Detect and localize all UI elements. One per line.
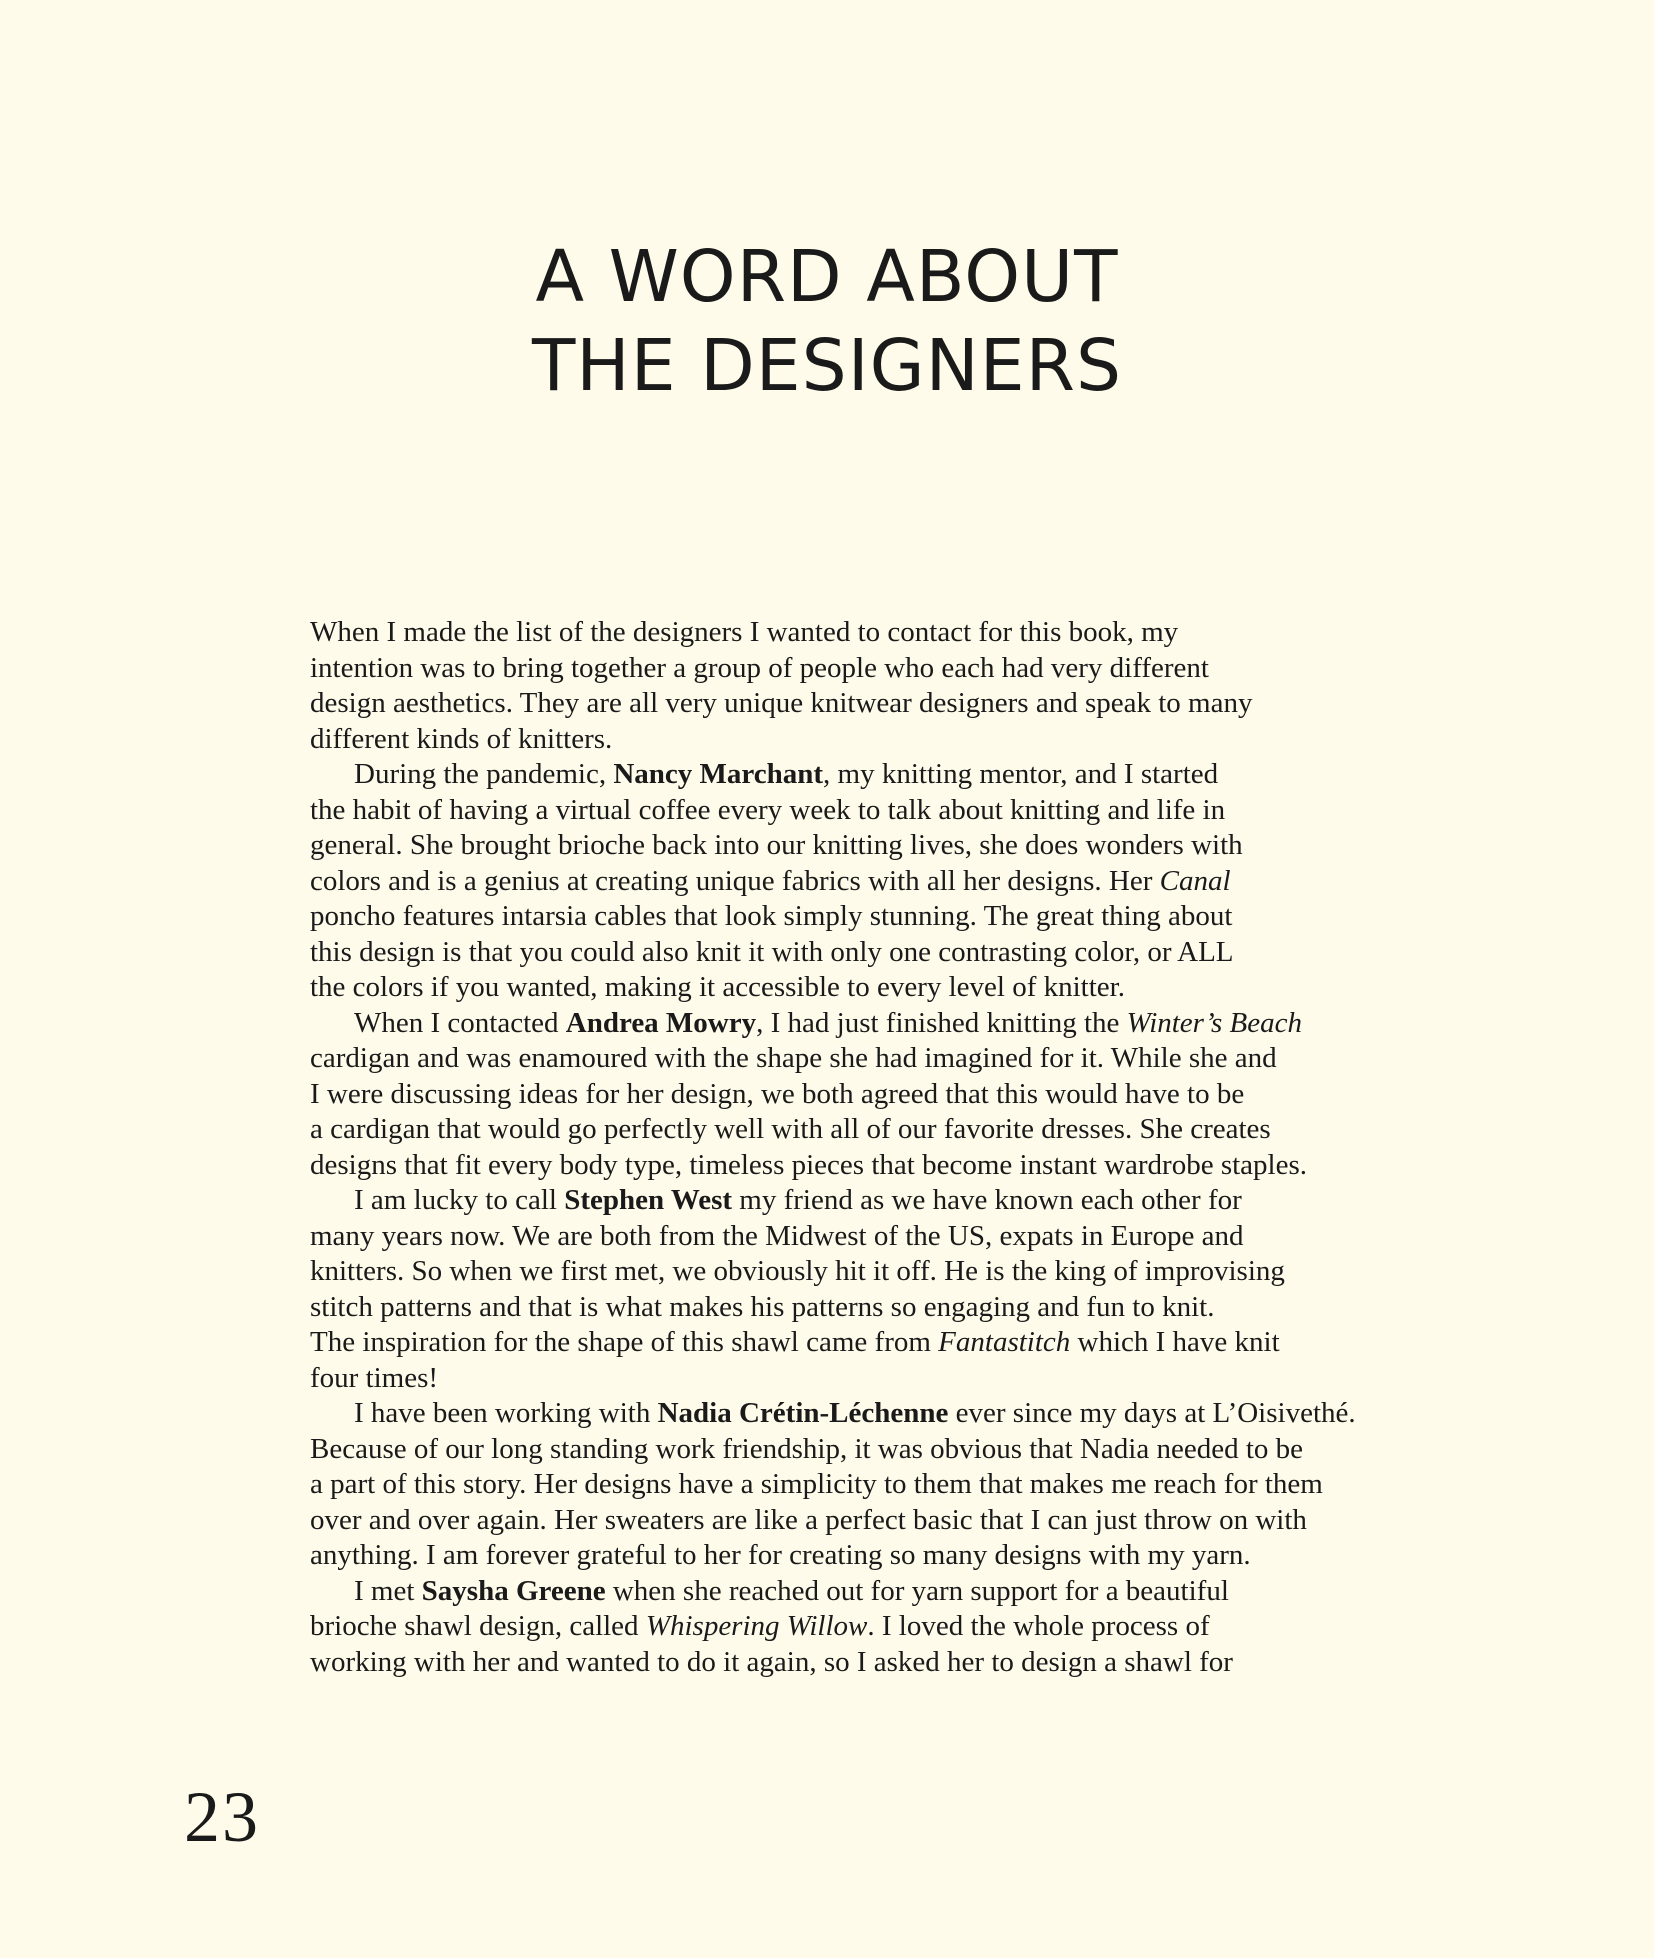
- text-line: designs that fit every body type, timeless pieces that become instant wardrobe staples.: [310, 1148, 1308, 1181]
- text-line: [310, 1325, 1400, 1361]
- text-line: this design is that you could also knit it with only one contrasting color, or ALL: [310, 935, 1234, 968]
- text-run: I met: [354, 1574, 422, 1607]
- text-line: intention was to bring together a group of people who each had very different: [310, 651, 1209, 684]
- text-line: [310, 1396, 1400, 1432]
- designer-name: Nadia Crétin-Léchenne: [657, 1397, 949, 1429]
- text-line: four times!: [310, 1361, 439, 1394]
- text-line: different kinds of knitters.: [310, 722, 613, 755]
- text-run: when she reached out for yarn support for a beautiful: [605, 1574, 1229, 1607]
- text-run: my friend as we have known each other for: [732, 1184, 1242, 1216]
- design-title: Winter’s Beach: [1126, 1006, 1302, 1039]
- text-line: anything. I am forever grateful to her for creating so many designs with my yarn.: [310, 1539, 1251, 1571]
- text-run: , my knitting mentor, and I started: [823, 758, 1219, 790]
- paragraph-nadia-cretin-lechenne: [310, 1396, 1400, 1574]
- paragraph-stephen-west: [310, 1183, 1400, 1396]
- text-run: brioche shawl design, called: [310, 1610, 646, 1642]
- designer-name: Saysha Greene: [421, 1574, 606, 1607]
- text-line: [310, 1609, 1400, 1645]
- text-run: When I contacted: [354, 1006, 566, 1039]
- title-line-2: THE DESIGNERS: [531, 324, 1123, 407]
- text-line: a cardigan that would go perfectly well with all of our favorite dresses. She creates: [310, 1113, 1271, 1145]
- text-line: general. She brought brioche back into our knitting lives, she does wonders with: [310, 829, 1243, 861]
- text-line: over and over again. Her sweaters are like a perfect basic that I can just throw on with: [310, 1503, 1307, 1536]
- text-line: [310, 864, 1400, 900]
- designer-name: Nancy Marchant: [613, 758, 824, 790]
- text-line: cardigan and was enamoured with the shape she had imagined for it. While she and: [310, 1042, 1277, 1074]
- text-line: knitters. So when we first met, we obviously hit it off. He is the king of improvising: [310, 1255, 1285, 1287]
- text-run: . I loved the whole process of: [867, 1610, 1210, 1642]
- paragraph-saysha-greene: [310, 1574, 1400, 1681]
- title-line-1: A WORD ABOUT: [535, 235, 1119, 318]
- paragraph-intro: [310, 615, 1400, 757]
- text-line: Because of our long standing work friendship, it was obvious that Nadia needed to be: [310, 1432, 1304, 1465]
- text-line: the colors if you wanted, making it accessible to every level of knitter.: [310, 971, 1125, 1003]
- text-run: I have been working with: [354, 1397, 658, 1429]
- text-run: colors and is a genius at creating unique fabrics with all her designs. Her: [310, 864, 1160, 897]
- designer-name: Stephen West: [564, 1184, 733, 1216]
- text-line: stitch patterns and that is what makes his patterns so engaging and fun to knit.: [310, 1290, 1215, 1323]
- design-title: Whispering Willow: [645, 1610, 868, 1642]
- text-line: poncho features intarsia cables that look simply stunning. The great thing about: [310, 900, 1233, 932]
- text-line: [310, 1183, 1400, 1219]
- page-title: [0, 232, 1654, 410]
- body-text: [310, 615, 1400, 1680]
- text-line: a part of this story. Her designs have a simplicity to them that makes me reach for them: [310, 1468, 1323, 1500]
- text-line: [310, 1006, 1400, 1042]
- designer-name: Andrea Mowry: [565, 1006, 757, 1039]
- text-line: I were discussing ideas for her design, we both agreed that this would have to be: [310, 1077, 1245, 1110]
- text-line: design aesthetics. They are all very unique knitwear designers and speak to many: [310, 687, 1253, 719]
- design-title: Fantastitch: [938, 1326, 1071, 1358]
- text-run: which I have knit: [1070, 1326, 1280, 1358]
- text-run: I am lucky to call: [354, 1184, 565, 1216]
- text-line: [310, 757, 1400, 793]
- text-run: The inspiration for the shape of this shawl came from: [310, 1326, 939, 1358]
- paragraph-nancy-marchant: [310, 757, 1400, 1006]
- text-run: ever since my days at L’Oisivethé.: [948, 1397, 1356, 1429]
- text-line: working with her and wanted to do it again, so I asked her to design a shawl for: [310, 1645, 1233, 1678]
- text-run: , I had just finished knitting the: [756, 1006, 1127, 1039]
- text-line: [310, 1574, 1400, 1610]
- design-title: Canal: [1159, 864, 1231, 897]
- text-line: many years now. We are both from the Midwest of the US, expats in Europe and: [310, 1219, 1244, 1252]
- text-line: the habit of having a virtual coffee every week to talk about knitting and life in: [310, 793, 1226, 826]
- text-run: During the pandemic,: [354, 758, 614, 790]
- page-number: 23: [184, 1777, 260, 1857]
- text-line: When I made the list of the designers I wanted to contact for this book, my: [310, 616, 1179, 648]
- paragraph-andrea-mowry: [310, 1006, 1400, 1184]
